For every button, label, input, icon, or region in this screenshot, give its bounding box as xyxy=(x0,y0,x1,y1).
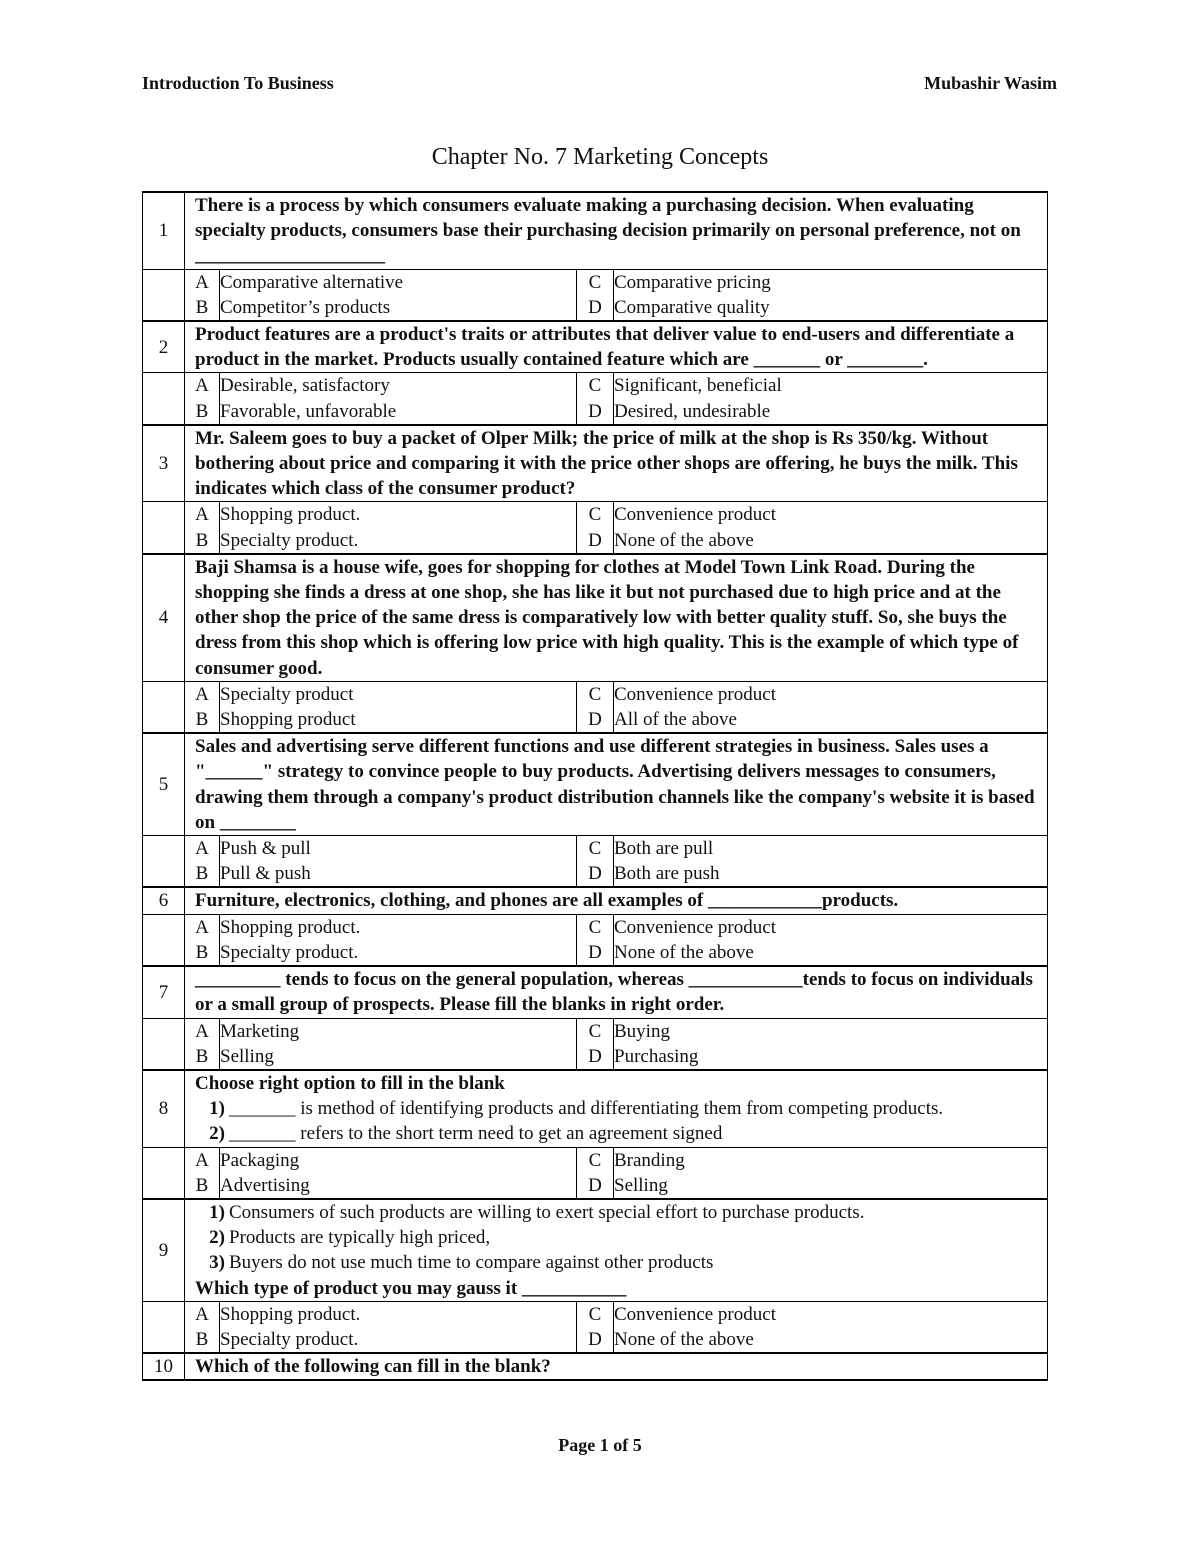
option-letter: B xyxy=(185,399,220,424)
option-c-text: Convenience product xyxy=(614,683,776,705)
option-c-text: Buying xyxy=(614,1020,670,1042)
options-cell xyxy=(185,1301,1048,1353)
sub-item-text: _______ is method of identifying products and differentiating them from competing products. xyxy=(229,1098,944,1120)
option-b-text: Specialty product. xyxy=(220,528,577,553)
question-number: 3 xyxy=(143,425,185,502)
chapter-title: Chapter No. 7 Marketing Concepts xyxy=(431,144,769,170)
option-b-text: Favorable, unfavorable xyxy=(220,399,577,424)
options-number-cell xyxy=(143,914,185,966)
question-text: Sales and advertising serve different functions and use different strategies in business. Sales uses a "______" strategy to convince people to buy products. Advertising delivers messages to consumers, drawing them through a company's product distribution channels like the company's website it is based on ________ xyxy=(185,733,1048,835)
options-cell xyxy=(185,269,1048,321)
question-text xyxy=(185,1199,1048,1301)
option-letter: D xyxy=(577,1044,614,1069)
option-d-text: None of the above xyxy=(614,1328,754,1350)
options-row xyxy=(143,914,1048,966)
option-letter: B xyxy=(185,707,220,732)
option-c-text: Significant, beneficial xyxy=(614,375,782,397)
option-letter: A xyxy=(185,1302,220,1327)
option-letter: A xyxy=(185,915,220,940)
question-row xyxy=(143,425,1048,502)
question-number: 5 xyxy=(143,733,185,835)
option-a-text: Specialty product xyxy=(220,682,577,707)
options-row xyxy=(143,502,1048,554)
options-number-cell xyxy=(143,1018,185,1070)
option-d-text: None of the above xyxy=(614,529,754,551)
option-letter: D xyxy=(577,295,614,320)
options-grid xyxy=(185,682,1047,732)
option-b-text: Specialty product. xyxy=(220,940,577,965)
options-number-cell xyxy=(143,502,185,554)
options-number-cell xyxy=(143,1301,185,1353)
question-row xyxy=(143,554,1048,682)
option-letter: D xyxy=(577,399,614,424)
sub-item-text: Consumers of such products are willing to exert special effort to purchase products. xyxy=(229,1201,865,1223)
option-c-text: Comparative pricing xyxy=(614,271,771,293)
option-d-text: Desired, undesirable xyxy=(614,400,771,422)
option-letter: D xyxy=(577,940,614,965)
sub-item-number: 3) xyxy=(209,1252,225,1274)
option-letter: B xyxy=(185,940,220,965)
question-text: There is a process by which consumers evaluate making a purchasing decision. When evaluating specialty products, consumers base their purchasing decision primarily on personal preference, not on ____________________ xyxy=(185,192,1048,269)
question-number: 8 xyxy=(143,1070,185,1147)
mcq-table xyxy=(142,191,1048,1381)
option-letter: C xyxy=(577,915,614,940)
question-text: Product features are a product's traits or attributes that deliver value to end-users and differentiate a product in the market. Products usually contained feature which are _______ or ________. xyxy=(185,321,1048,373)
option-letter: A xyxy=(185,1148,220,1173)
options-number-cell xyxy=(143,836,185,888)
options-grid xyxy=(185,915,1047,965)
option-a-text: Shopping product. xyxy=(220,502,577,527)
option-d-text: Both are push xyxy=(614,863,720,885)
question-row xyxy=(143,1199,1048,1301)
options-number-cell xyxy=(143,373,185,425)
option-d-text: None of the above xyxy=(614,941,754,963)
option-letter: D xyxy=(577,1327,614,1352)
option-letter: C xyxy=(577,1148,614,1173)
options-grid xyxy=(185,1019,1047,1069)
option-a-text: Marketing xyxy=(220,1019,577,1044)
option-letter: A xyxy=(185,682,220,707)
option-letter: D xyxy=(577,861,614,886)
options-row xyxy=(143,373,1048,425)
option-d-text: Selling xyxy=(614,1174,668,1196)
question-number: 7 xyxy=(143,966,185,1018)
option-b-text: Competitor’s products xyxy=(220,295,577,320)
options-cell xyxy=(185,914,1048,966)
option-b-text: Advertising xyxy=(220,1173,577,1198)
sub-item-number: 1) xyxy=(209,1098,225,1120)
option-letter: B xyxy=(185,1173,220,1198)
option-letter: A xyxy=(185,836,220,861)
question-row xyxy=(143,966,1048,1018)
sub-item-text: Products are typically high priced, xyxy=(229,1227,491,1249)
sub-item-number: 2) xyxy=(209,1123,225,1145)
option-a-text: Packaging xyxy=(220,1148,577,1173)
sub-item-number: 1) xyxy=(209,1201,225,1223)
option-letter: B xyxy=(185,861,220,886)
question-row xyxy=(143,733,1048,835)
question-number: 10 xyxy=(143,1353,185,1380)
options-row xyxy=(143,681,1048,733)
option-d-text: Purchasing xyxy=(614,1045,699,1067)
option-letter: B xyxy=(185,1327,220,1352)
options-number-cell xyxy=(143,1147,185,1199)
option-letter: A xyxy=(185,270,220,295)
options-grid xyxy=(185,270,1047,320)
option-letter: C xyxy=(577,373,614,398)
options-grid xyxy=(185,1302,1047,1352)
question-number: 1 xyxy=(143,192,185,269)
option-a-text: Shopping product. xyxy=(220,915,577,940)
option-c-text: Convenience product xyxy=(614,1303,776,1325)
options-row xyxy=(143,269,1048,321)
option-letter: A xyxy=(185,502,220,527)
option-a-text: Desirable, satisfactory xyxy=(220,373,577,398)
question-intro: Choose right option to fill in the blank xyxy=(195,1072,505,1094)
options-row xyxy=(143,1301,1048,1353)
header-author: Mubashir Wasim xyxy=(924,73,1057,93)
question-row xyxy=(143,192,1048,269)
question-number: 4 xyxy=(143,554,185,682)
option-d-text: Comparative quality xyxy=(614,296,770,318)
option-letter: C xyxy=(577,682,614,707)
options-grid xyxy=(185,1148,1047,1198)
options-cell xyxy=(185,373,1048,425)
options-cell xyxy=(185,681,1048,733)
option-a-text: Shopping product. xyxy=(220,1302,577,1327)
question-text: Mr. Saleem goes to buy a packet of Olper Milk; the price of milk at the shop is Rs 350/kg. Without bothering about price and comparing it with the price other shops are offering, he buys the milk. This indicates which class of the consumer product? xyxy=(185,425,1048,502)
options-grid xyxy=(185,502,1047,552)
question-row xyxy=(143,1353,1048,1380)
option-letter: A xyxy=(185,1019,220,1044)
question-number: 6 xyxy=(143,887,185,914)
option-letter: D xyxy=(577,1173,614,1198)
question-outro: Which type of product you may gauss it ___________ xyxy=(195,1277,627,1299)
question-sub-item xyxy=(155,1096,1039,1121)
options-cell xyxy=(185,1147,1048,1199)
option-letter: D xyxy=(577,707,614,732)
question-text: Baji Shamsa is a house wife, goes for shopping for clothes at Model Town Link Road. During the shopping she finds a dress at one shop, she has like it but not purchased due to high price and at the other shop the price of the same dress is comparatively low with better quality stuff. So, she buys the dress from this shop which is offering low price with high quality. This is the example of which type of consumer good. xyxy=(185,554,1048,682)
question-text xyxy=(185,1070,1048,1147)
options-row xyxy=(143,1147,1048,1199)
question-row xyxy=(143,887,1048,914)
option-c-text: Convenience product xyxy=(614,504,776,526)
option-d-text: All of the above xyxy=(614,709,737,731)
header-course-title: Introduction To Business xyxy=(142,73,334,93)
option-b-text: Shopping product xyxy=(220,707,577,732)
options-grid xyxy=(185,373,1047,423)
question-row xyxy=(143,321,1048,373)
option-letter: C xyxy=(577,1302,614,1327)
options-number-cell xyxy=(143,269,185,321)
sub-item-number: 2) xyxy=(209,1227,225,1249)
sub-item-text: Buyers do not use much time to compare against other products xyxy=(229,1252,714,1274)
options-row xyxy=(143,1018,1048,1070)
option-letter: B xyxy=(185,295,220,320)
question-row xyxy=(143,1070,1048,1147)
option-b-text: Pull & push xyxy=(220,861,577,886)
option-letter: D xyxy=(577,528,614,553)
question-text: _________ tends to focus on the general population, whereas ____________tends to focus on individuals or a small group of prospects. Please fill the blanks in right order. xyxy=(185,966,1048,1018)
option-a-text: Push & pull xyxy=(220,836,577,861)
options-number-cell xyxy=(143,681,185,733)
question-text: Which of the following can fill in the blank? xyxy=(185,1353,1048,1380)
option-letter: C xyxy=(577,502,614,527)
option-letter: B xyxy=(185,528,220,553)
option-letter: A xyxy=(185,373,220,398)
question-number: 2 xyxy=(143,321,185,373)
option-letter: C xyxy=(577,836,614,861)
options-cell xyxy=(185,1018,1048,1070)
question-sub-item xyxy=(155,1225,1039,1250)
question-sub-item xyxy=(155,1200,1039,1225)
page-number: Page 1 of 5 xyxy=(558,1435,642,1455)
option-c-text: Convenience product xyxy=(614,916,776,938)
question-number: 9 xyxy=(143,1199,185,1301)
question-text: Furniture, electronics, clothing, and phones are all examples of ____________products. xyxy=(185,887,1048,914)
option-letter: B xyxy=(185,1044,220,1069)
options-row xyxy=(143,836,1048,888)
option-c-text: Both are pull xyxy=(614,838,714,860)
sub-item-text: _______ refers to the short term need to get an agreement signed xyxy=(229,1123,723,1145)
options-grid xyxy=(185,836,1047,886)
options-cell xyxy=(185,502,1048,554)
option-c-text: Branding xyxy=(614,1149,685,1171)
option-a-text: Comparative alternative xyxy=(220,270,577,295)
options-cell xyxy=(185,836,1048,888)
option-letter: C xyxy=(577,1019,614,1044)
option-b-text: Selling xyxy=(220,1044,577,1069)
question-sub-item xyxy=(155,1250,1039,1275)
option-b-text: Specialty product. xyxy=(220,1327,577,1352)
option-letter: C xyxy=(577,270,614,295)
question-sub-item xyxy=(155,1121,1039,1146)
